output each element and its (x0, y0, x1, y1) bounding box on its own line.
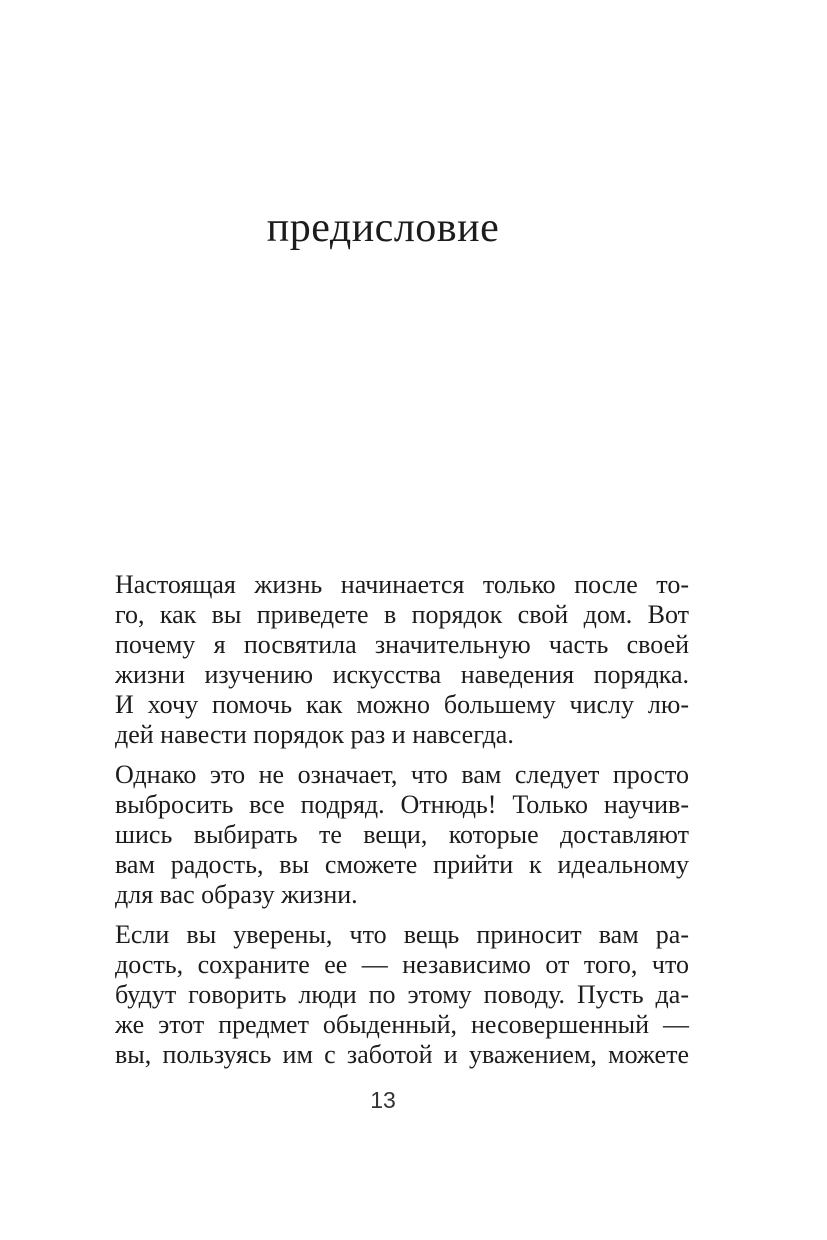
text-line: почему я посвятила значительную часть своей (115, 630, 689, 659)
text-line: будут говорить люди по этому поводу. Пусть да- (115, 980, 689, 1009)
text-line: Однако это не означает, что вам следует просто (115, 760, 689, 789)
text-line: вы, пользуясь им с заботой и уважением, можете (115, 1040, 689, 1069)
text-line: для вас образу жизни. (115, 880, 358, 909)
text-line: вам радость, вы сможете прийти к идеальному (115, 850, 689, 879)
paragraph-2 (115, 760, 689, 910)
text-line: го, как вы приведете в порядок свой дом. Вот (115, 600, 689, 629)
text-line: дость, сохраните ее — независимо от того, что (115, 950, 689, 979)
text-line: Если вы уверены, что вещь приносит вам ра- (115, 920, 689, 949)
body-text (115, 570, 689, 1070)
text-line: шись выбирать те вещи, которые доставляют (115, 820, 689, 849)
text-line: жизни изучению искусства наведения порядка. (115, 660, 689, 689)
paragraph-1 (115, 570, 689, 750)
text-line: же этот предмет обыденный, несовершенный — (115, 1010, 689, 1039)
paragraph-3 (115, 920, 689, 1070)
chapter-title: предисловие (266, 205, 500, 251)
text-line: И хочу помочь как можно большему числу лю- (115, 690, 689, 719)
page-number: 13 (370, 1087, 396, 1113)
text-line: Настоящая жизнь начинается только после то- (115, 570, 689, 599)
text-line: выбросить все подряд. Отнюдь! Только научив- (115, 790, 689, 819)
text-line: дей навести порядок раз и навсегда. (115, 720, 514, 749)
